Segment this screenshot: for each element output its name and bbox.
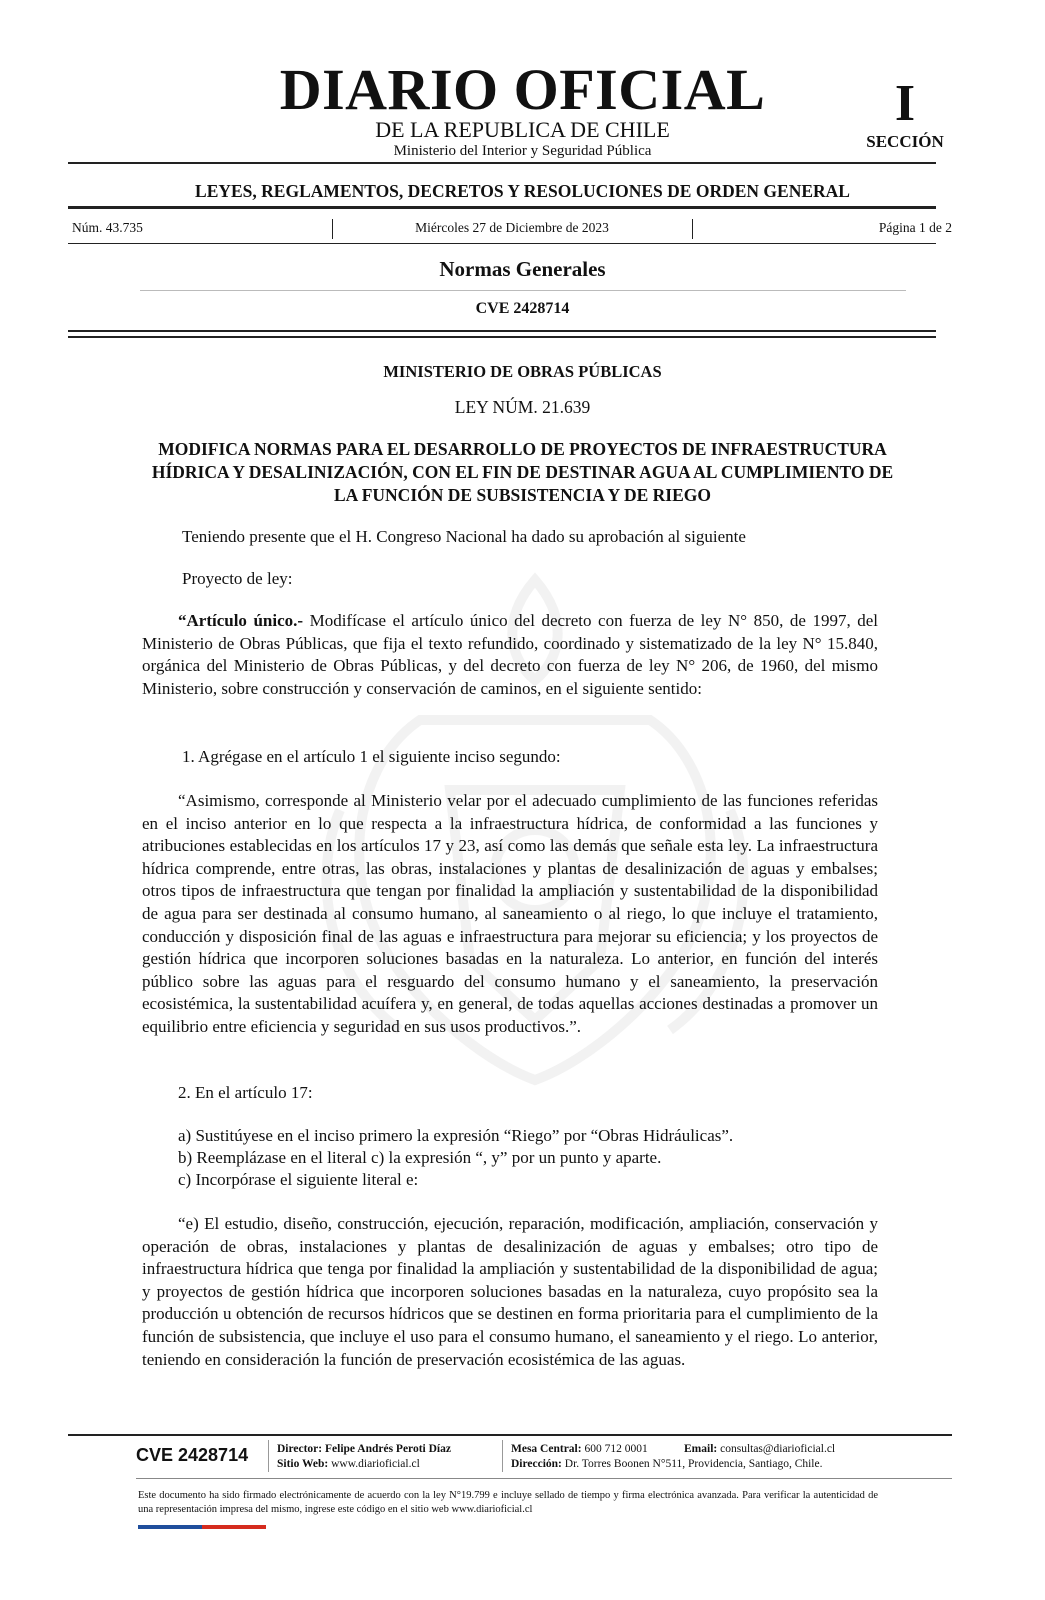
law-number: LEY NÚM. 21.639	[454, 397, 591, 417]
footer-rule	[68, 1434, 952, 1436]
literal-e-paragraph	[142, 1213, 878, 1371]
articulo-text: Modifícase el artículo único del decreto con fuerza de ley N° 850, de 1997, del Ministerio de Obras Públicas, que fija el texto refundido, coordinado y sistematizado de la ley N° 15.840, orgánica del Ministerio de Obras Públicas, y del decreto con fuerza de ley N° 206, de 1960, del mismo Ministerio, sobre construcción y conservación de caminos, en el siguiente sentido:	[142, 611, 878, 698]
issue-separator	[692, 219, 693, 239]
literal-e-text: “e) El estudio, diseño, construcción, ejecución, reparación, modificación, ampliación, conservación y operación de obras, instalaciones y plantas de desalinización de aguas y embalses; otro tipo de infraestructura hídrica que tenga por finalidad la ampliación y sustentabilidad de la disponibilidad de agua; y proyectos de gestión hídrica que incorporen soluciones basadas en la naturaleza, cuyo propósito sea la producción u obtención de recursos hídricos que se destinen en forma prioritaria para el cumplimiento de la función de subsistencia, que incluye el uso para el consumo humano, el saneamiento y el riego. Lo anterior, teniendo en consideración la función de preservación ecosistémica de las aguas.	[142, 1214, 878, 1369]
footer-separator	[502, 1440, 503, 1472]
website-link[interactable]: www.diarioficial.cl	[331, 1458, 420, 1470]
footer-website: Sitio Web: www.diarioficial.cl	[277, 1458, 420, 1470]
header-banner: LEYES, REGLAMENTOS, DECRETOS Y RESOLUCIONES DE ORDEN GENERAL	[195, 181, 850, 201]
masthead-title: DIARIO OFICIAL	[279, 57, 766, 122]
footer-separator	[268, 1440, 269, 1472]
articulo-paragraph	[142, 610, 878, 700]
footer-legal-notice: Este documento ha sido firmado electrónicamente de acuerdo con la ley N°19.799 e incluye sellado de tiempo y firma electrónica avanzada. Para verificar la autenticidad de una representación impresa del mismo, ingrese este código en el sitio web www.diarioficial.cl	[138, 1490, 878, 1515]
cve-rule	[68, 336, 936, 338]
footer-address: Dirección: Dr. Torres Boonen N°511, Providencia, Santiago, Chile.	[511, 1458, 823, 1470]
item-2a: a) Sustitúyese en el inciso primero la expresión “Riego” por “Obras Hidráulicas”.	[178, 1126, 734, 1145]
footer-mesa-central: Mesa Central: 600 712 0001	[511, 1443, 648, 1455]
law-title: MODIFICA NORMAS PARA EL DESARROLLO DE PROYECTOS DE INFRAESTRUCTURA HÍDRICA Y DESALINIZACIÓN, CON EL FIN DE DESTINAR AGUA AL CUMPLIMIENTO DE LA FUNCIÓN DE SUBSISTENCIA Y DE RIEGO	[151, 439, 894, 505]
intro-paragraph: Teniendo presente que el H. Congreso Nacional ha dado su aprobación al siguiente	[182, 527, 746, 546]
issue-rule	[68, 243, 936, 244]
section-label: SECCIÓN	[866, 132, 944, 151]
issue-date: Miércoles 27 de Diciembre de 2023	[415, 220, 609, 235]
item-2b: b) Reemplázase en el literal c) la expresión “, y” por un punto y aparte.	[178, 1148, 662, 1167]
banner-rule	[68, 206, 936, 209]
flag-stripe-blue	[138, 1525, 202, 1529]
item-2c: c) Incorpórase el siguiente literal e:	[178, 1170, 419, 1189]
page-indicator: Página 1 de 2	[878, 220, 952, 235]
email-link[interactable]: consultas@diarioficial.cl	[720, 1443, 836, 1455]
articulo-label: “Artículo único.-	[178, 611, 304, 630]
asimismo-text: “Asimismo, corresponde al Ministerio velar por el adecuado cumplimiento de las funciones referidas en el inciso anterior en lo que respecta a la infraestructura hídrica, de conformidad a las funciones y atribuciones establecidas en los artículos 17 y 23, así como las demás que señale esta ley. La infraestructura hídrica comprende, entre otras, las obras, instalaciones y plantas de desalinización de aguas y embalses; otros tipos de infraestructura que tengan por finalidad la ampliación y sustentabilidad de la disponibilidad de agua para ser destinada al consumo humano, al saneamiento o al riego, lo que incluye el tratamiento, conducción y disposición final de las aguas e infraestructura para mejorar su eficiencia; y los proyectos de gestión hídrica que incorporen soluciones basadas en la naturaleza. Lo anterior, en función del interés público sobre las aguas para el resguardo del consumo humano y el saneamiento, la preservación ecosistémica, la sustentabilidad acuífera y, en general, de todas aquellas acciones destinadas a promover un equilibrio entre eficiencia y seguridad en sus usos productivos.”.	[142, 791, 878, 1036]
issue-number: Núm. 43.735	[72, 220, 143, 235]
proyecto-label: Proyecto de ley:	[182, 569, 293, 588]
item-1: 1. Agrégase en el artículo 1 el siguiente inciso segundo:	[182, 747, 561, 766]
footer-inner-rule	[136, 1478, 952, 1479]
cve-code: CVE 2428714	[475, 300, 570, 317]
issue-separator	[332, 219, 333, 239]
category-heading: Normas Generales	[439, 257, 606, 281]
flag-stripe-red	[202, 1525, 266, 1529]
section-numeral: I	[894, 75, 916, 132]
masthead-subtitle: DE LA REPUBLICA DE CHILE	[375, 117, 670, 142]
footer-director: Director: Felipe Andrés Peroti Díaz	[277, 1443, 451, 1455]
masthead-ministry: Ministerio del Interior y Seguridad Pública	[393, 143, 652, 159]
footer-email: Email: consultas@diarioficial.cl	[684, 1443, 836, 1455]
ministry-heading: MINISTERIO DE OBRAS PÚBLICAS	[383, 362, 662, 381]
asimismo-paragraph	[142, 790, 878, 1039]
category-rule	[140, 290, 906, 291]
header-rule	[68, 162, 936, 164]
cve-rule	[68, 330, 936, 332]
item-2: 2. En el artículo 17:	[178, 1083, 313, 1102]
footer-cve-code: CVE 2428714	[136, 1445, 249, 1465]
